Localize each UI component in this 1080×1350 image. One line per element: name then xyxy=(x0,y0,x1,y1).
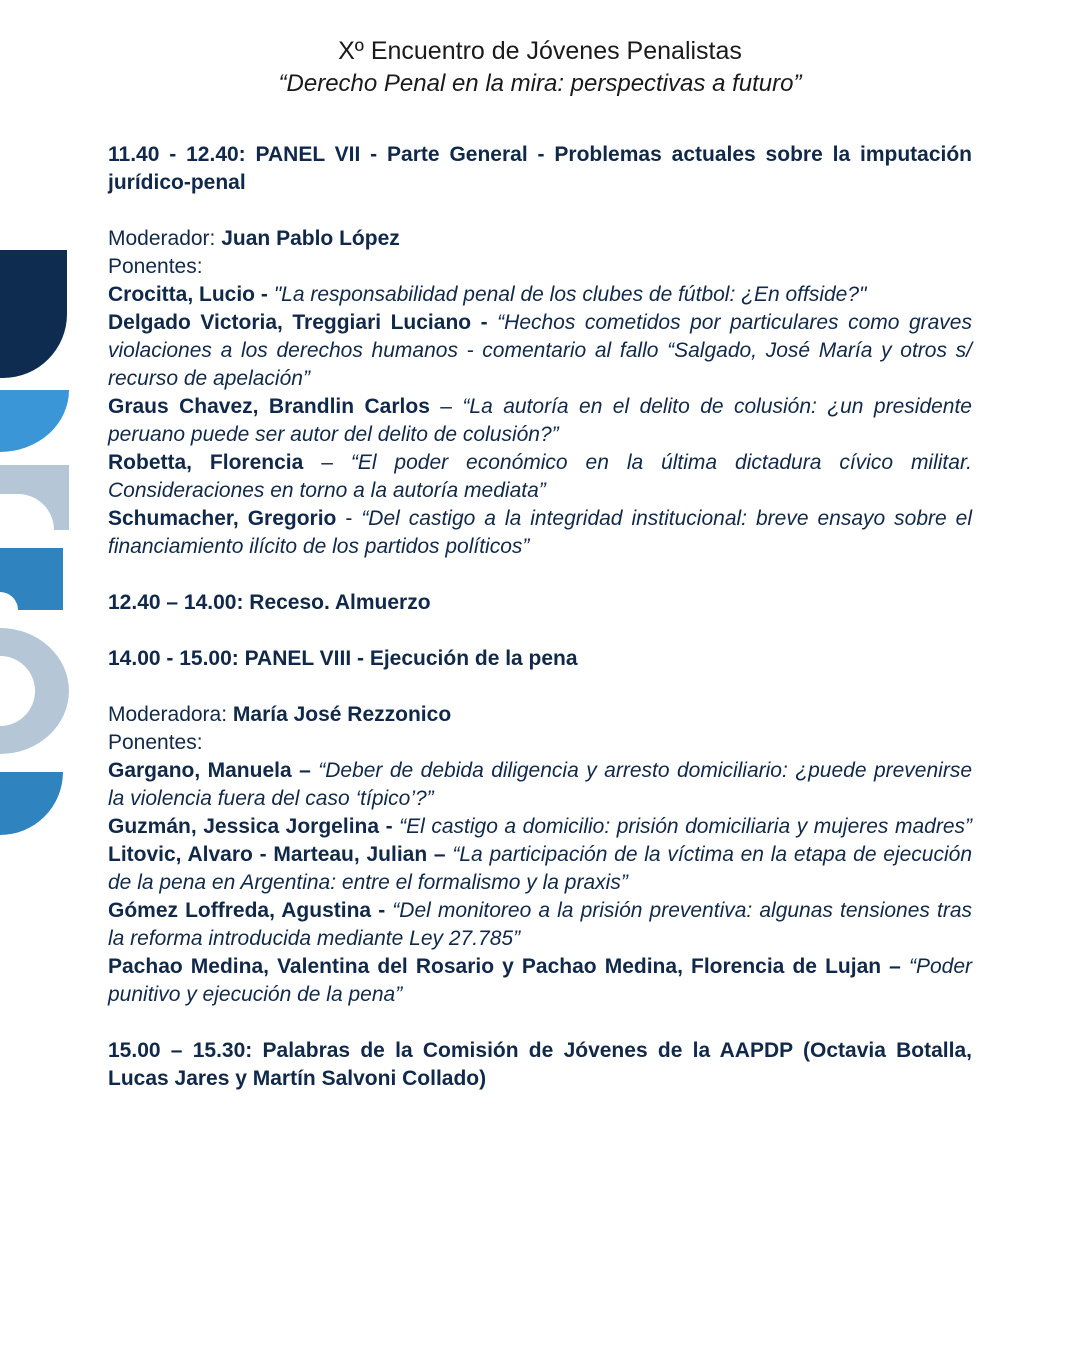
panel-8-heading: 14.00 - 15.00: PANEL VIII - Ejecución de la pena xyxy=(108,647,578,670)
speaker-names: Gargano, Manuela – xyxy=(108,759,319,782)
event-subtitle: “Derecho Penal en la mira: perspectivas a futuro” xyxy=(278,70,802,97)
speaker-entry xyxy=(108,449,972,505)
separator: – xyxy=(429,395,463,418)
separator: – xyxy=(303,451,351,474)
panel-7-speakers-label: Ponentes: xyxy=(108,255,203,278)
navy-half-round-shape xyxy=(0,250,67,378)
panel-8-speakers-label: Ponentes: xyxy=(108,731,203,754)
speaker-names: Delgado Victoria, Treggiari Luciano - xyxy=(108,311,498,334)
panel-7-heading: 11.40 - 12.40: PANEL VII - Parte General - Problemas actuales sobre la imputación jurídico-penal xyxy=(108,143,972,194)
speaker-entry xyxy=(108,953,972,1009)
talk-title: “Poder punitivo y ejecución de la pena” xyxy=(108,955,972,1006)
blue-quarter-shape xyxy=(0,772,63,835)
talk-title: “Hechos cometidos por particulares como graves violaciones a los derechos humanos - comentario al fallo “Salgado, José María y otros s/ recurso de apelación” xyxy=(108,311,972,390)
talk-title: "La responsabilidad penal de los clubes de fútbol: ¿En offside?" xyxy=(273,283,867,306)
speaker-names: Crocitta, Lucio - xyxy=(108,283,274,306)
speaker-entry xyxy=(108,281,972,309)
panel-7-moderator xyxy=(108,225,972,253)
moderator-label: Moderador: xyxy=(108,227,222,250)
light-ring-shape xyxy=(0,628,69,754)
moderator-name: Juan Pablo López xyxy=(221,227,400,250)
speaker-names: Pachao Medina, Valentina del Rosario y Pachao Medina, Florencia de Lujan – xyxy=(108,955,909,978)
program-content xyxy=(108,141,972,1093)
blue-half-circle-shape xyxy=(0,390,69,452)
panel-8-moderator xyxy=(108,701,972,729)
talk-title: “La autoría en el delito de colusión: ¿un presidente peruano puede ser autor del delito de colusión?” xyxy=(108,395,972,446)
event-title: Xº Encuentro de Jóvenes Penalistas xyxy=(338,37,742,65)
speaker-names: Robetta, Florencia xyxy=(108,451,304,474)
moderator-label: Moderadora: xyxy=(108,703,233,726)
talk-title: “La participación de la víctima en la etapa de ejecución de la pena en Argentina: entre el formalismo y la praxis” xyxy=(108,843,973,894)
talk-title: “Del castigo a la integridad institucional: breve ensayo sobre el financiamiento ilícito de los partidos políticos” xyxy=(108,507,972,558)
speaker-entry xyxy=(108,757,972,813)
talk-title: “Deber de debida diligencia y arresto domiciliario: ¿puede prevenirse la violencia fuera del caso ‘típico’?” xyxy=(108,759,972,810)
break-heading: 12.40 – 14.00: Receso. Almuerzo xyxy=(108,591,431,614)
speaker-names: Guzmán, Jessica Jorgelina - xyxy=(108,815,400,838)
talk-title: “El castigo a domicilio: prisión domiciliaria y mujeres madres” xyxy=(399,815,972,838)
document-header xyxy=(0,34,1080,100)
speaker-names: Litovic, Alvaro - Marteau, Julian – xyxy=(108,843,453,866)
speaker-entry xyxy=(108,813,972,897)
speaker-names: Schumacher, Gregorio xyxy=(108,507,337,530)
light-arch-shape xyxy=(0,465,69,530)
separator: - xyxy=(336,507,362,530)
closing-heading: 15.00 – 15.30: Palabras de la Comisión de Jóvenes de la AAPDP (Octavia Botalla, Lucas Jares y Martín Salvoni Collado) xyxy=(108,1039,972,1090)
speaker-names: Gómez Loffreda, Agustina - xyxy=(108,899,393,922)
speaker-entry xyxy=(108,309,972,393)
speaker-entry xyxy=(108,897,972,953)
speaker-names: Graus Chavez, Brandlin Carlos xyxy=(108,395,430,418)
speaker-entry xyxy=(108,393,972,449)
talk-title: “El poder económico en la última dictadura cívico militar. Consideraciones en torno a la autoría mediata” xyxy=(108,451,972,502)
decorative-shapes xyxy=(0,250,80,850)
speaker-entry xyxy=(108,505,972,561)
moderator-name: María José Rezzonico xyxy=(232,703,452,726)
blue-corner-shape xyxy=(0,548,63,610)
talk-title: “Del monitoreo a la prisión preventiva: algunas tensiones tras la reforma introducida mediante Ley 27.785” xyxy=(108,899,972,950)
